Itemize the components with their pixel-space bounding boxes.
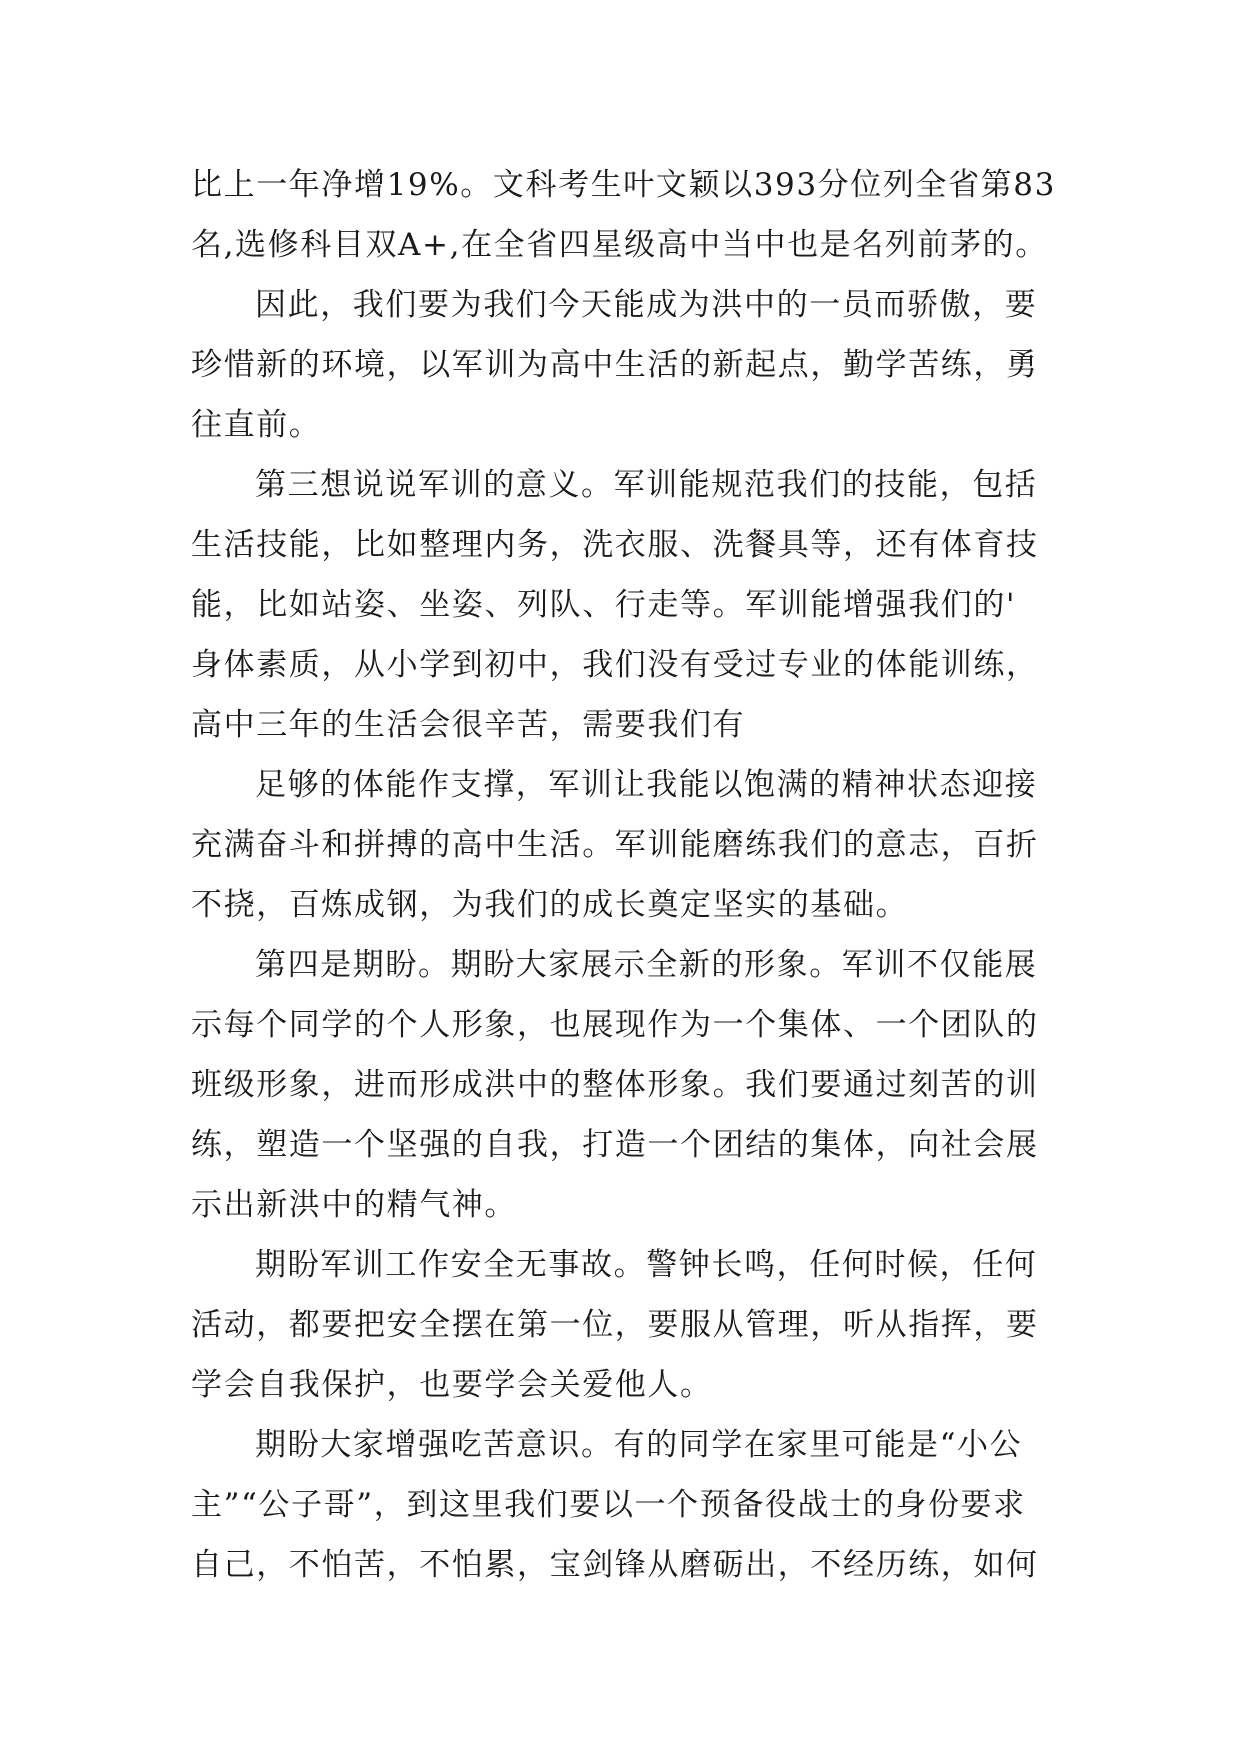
text-line: 往直前。 xyxy=(191,407,322,443)
text-line: 主”“公子哥”，到这里我们要以一个预备役战士的身份要求 xyxy=(191,1487,1026,1523)
text-line: 第三想说说军训的意义。军训能规范我们的技能，包括 xyxy=(255,467,1038,503)
text-line: 珍惜新的环境，以军训为高中生活的新起点，勤学苦练，勇 xyxy=(191,347,1039,383)
text-line: 自己，不怕苦，不怕累，宝剑锋从磨砺出，不经历练，如何 xyxy=(191,1547,1039,1583)
text-line: 能，比如站姿、坐姿、列队、行走等。军训能增强我们的' xyxy=(191,587,1017,623)
text-line: 身体素质，从小学到初中，我们没有受过专业的体能训练， xyxy=(191,647,1039,683)
text-line: 比上一年净增19%。文科考生叶文颖以393分位列全省第83 xyxy=(191,167,1056,203)
text-line: 高中三年的生活会很辛苦，需要我们有 xyxy=(191,707,746,743)
text-line: 期盼军训工作安全无事故。警钟长鸣，任何时候，任何 xyxy=(255,1247,1038,1283)
text-line: 名,选修科目双A+,在全省四星级高中当中也是名列前茅的。 xyxy=(191,227,1048,263)
text-line: 示每个同学的个人形象，也展现作为一个集体、一个团队的 xyxy=(191,1007,1039,1043)
text-line: 班级形象，进而形成洪中的整体形象。我们要通过刻苦的训 xyxy=(191,1067,1039,1103)
text-line: 活动，都要把安全摆在第一位，要服从管理，听从指挥，要 xyxy=(191,1307,1039,1343)
text-line: 练，塑造一个坚强的自我，打造一个团结的集体，向社会展 xyxy=(191,1127,1039,1163)
text-line: 期盼大家增强吃苦意识。有的同学在家里可能是“小公 xyxy=(255,1427,1023,1463)
text-line: 学会自我保护，也要学会关爱他人。 xyxy=(191,1367,713,1403)
text-line: 示出新洪中的精气神。 xyxy=(191,1187,517,1223)
text-line: 第四是期盼。期盼大家展示全新的形象。军训不仅能展 xyxy=(255,947,1038,983)
text-line: 因此，我们要为我们今天能成为洪中的一员而骄傲，要 xyxy=(255,287,1038,323)
text-line: 足够的体能作支撑，军训让我能以饱满的精神状态迎接 xyxy=(255,767,1038,803)
text-line: 充满奋斗和拼搏的高中生活。军训能磨练我们的意志，百折 xyxy=(191,827,1039,863)
text-line: 不挠，百炼成钢，为我们的成长奠定坚实的基础。 xyxy=(191,887,909,923)
text-line: 生活技能，比如整理内务，洗衣服、洗餐具等，还有体育技 xyxy=(191,527,1039,563)
